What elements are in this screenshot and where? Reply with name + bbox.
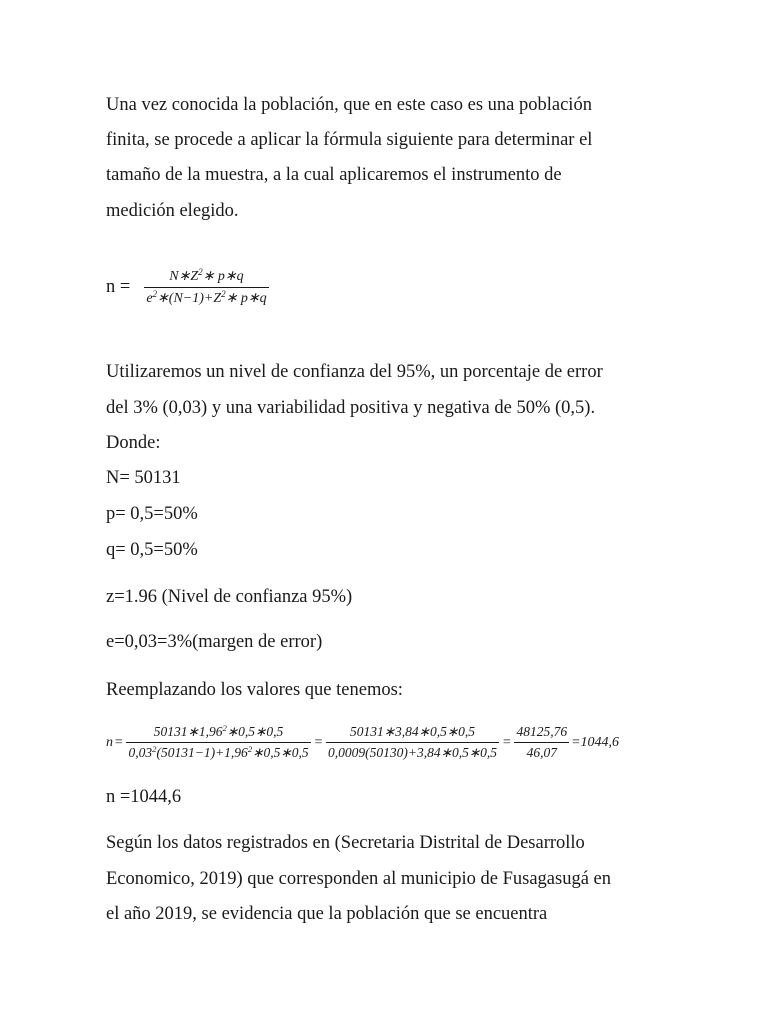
equals-sign: = [502,734,512,750]
fraction-bar [144,287,268,288]
paragraph-3-line-3: el año 2019, se evidencia que la población que se encuentra [106,904,548,924]
variable-p: p= 0,5=50% [106,504,198,524]
paragraph-3-line-1: Según los datos registrados en (Secretaria Distrital de Desarrollo [106,833,585,853]
paragraph-1-line-3: tamaño de la muestra, a la cual aplicaremos el instrumento de [106,165,562,185]
reemplazando-label: Reemplazando los valores que tenemos: [106,680,403,700]
donde-label: Donde: [106,433,161,453]
equals-sign: = [114,734,124,750]
paragraph-2-line-1: Utilizaremos un nivel de confianza del 95%, un porcentaje de error [106,362,603,382]
n-result: n =1044,6 [106,787,182,807]
formula-fraction [144,268,268,307]
formula2-fraction-3: $\frac{48125,76}{46,07}$ [516,724,568,760]
paragraph-1-line-4: medición elegido. [106,201,239,221]
formula2-fraction-2: $\frac{50131∗3,84∗0,5∗0,5}{0,0009(50130)+3,84∗0,5∗0,5}$ [328,724,498,760]
formula2-lhs: n [106,734,113,750]
formula-denominator: $e^2∗(N-1)+Z^2∗$ p∗q [146,289,267,306]
substituted-formula [106,724,619,761]
equals-sign: = [313,734,324,750]
formula2-result: =1044,6 [571,734,620,750]
variable-e: e=0,03=3%(margen de error) [106,632,323,652]
variable-z: z=1.96 (Nivel de confianza 95%) [106,587,353,607]
formula-numerator: $N∗Z^2∗$ p∗q [169,267,244,284]
paragraph-2-line-2: del 3% (0,03) y una variabilidad positiva y negativa de 50% (0,5). [106,398,596,418]
paragraph-3-line-2: Economico, 2019) que corresponden al municipio de Fusagasugá en [106,869,612,889]
formula-lhs: n = [106,277,131,297]
variable-n: N= 50131 [106,468,181,488]
variable-q: q= 0,5=50% [106,540,198,560]
sample-size-formula [106,268,271,307]
formula2-fraction-1: $\frac{50131∗1,96^2∗0,5∗0,5}{0,03^2(50131-1)+1,96^2∗0,5∗0,5}$ [128,723,309,760]
paragraph-1-line-1: Una vez conocida la población, que en este caso es una población [106,95,592,115]
paragraph-1-line-2: finita, se procede a aplicar la fórmula siguiente para determinar el [106,130,593,150]
